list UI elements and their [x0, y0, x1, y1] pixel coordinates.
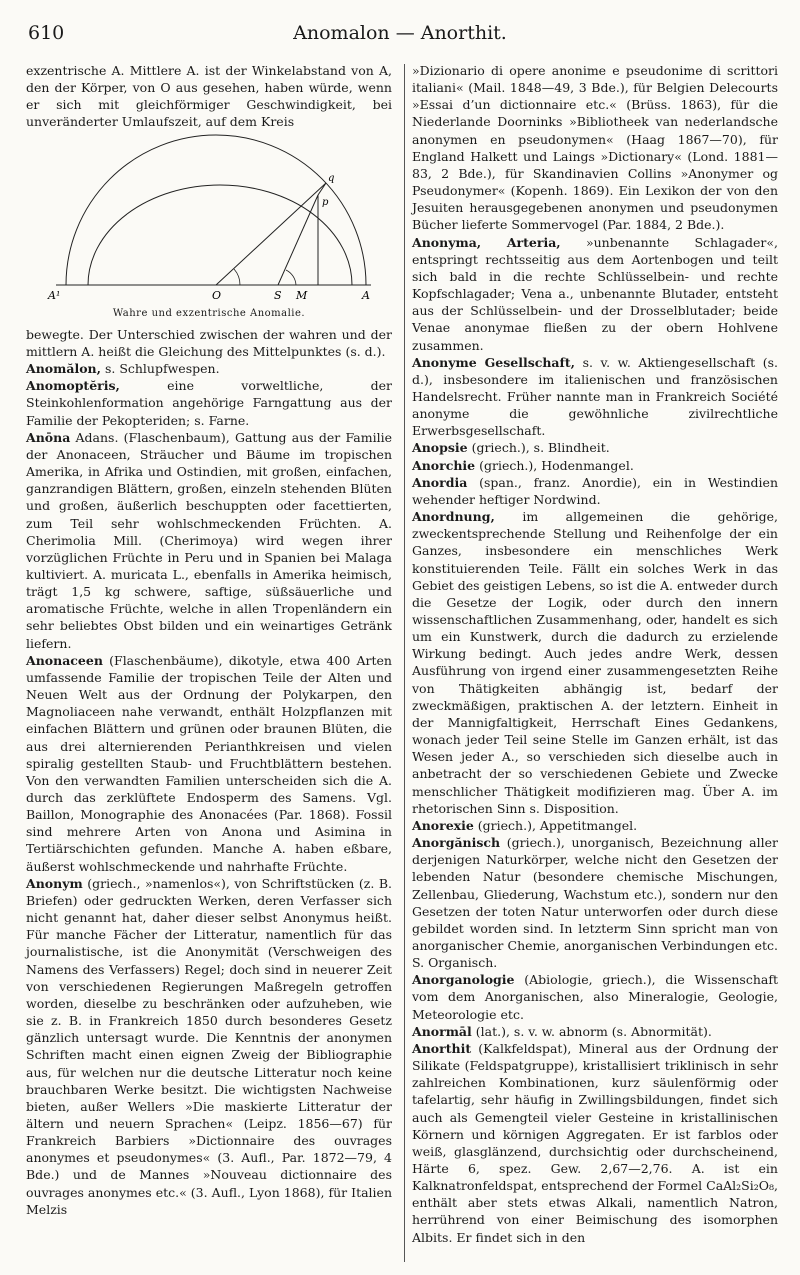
column-divider	[404, 64, 405, 1262]
entry: Anorgănisch (griech.), unorganisch, Bezeichnung aller derjenigen Naturkörper, welche nicht den Gesetzen der lebenden Natur (besondere chemische Mischungen, Zellenbau, Gliederung, Wachstum etc.), sondern nur den Gesetzen der toten Natur unterworfen oder durch diese gebildet worden sind. In letzterm Sinn spricht man von anorganischer Chemie, anorganischen Verbindungen etc. S. Organisch.	[412, 835, 778, 971]
right-column	[412, 62, 778, 1246]
entry: Anōna Adans. (Flaschenbaum), Gattung aus der Familie der Anonaceen, Sträucher und Bäume im tropischen Amerika, in Afrika und Ostindien, mit großen, einfachen, ganzrandigen Blättern, großen, einzeln stehenden Blüten und großen, äußerlich beschuppten oder facettierten, zum Teil sehr wohlschmeckenden Früchten. A. Cherimolia Mill. (Cherimoya) wird wegen ihrer vorzüglichen Früchte in Peru und in Spanien bei Malaga kultiviert. A. muricata L., ebenfalls in Amerika heimisch, trägt 1,5 kg schwere, saftige, süßsäuerliche und aromatische Früchte, welche in allen Tropenländern ein sehr beliebtes Obst bilden und ein weinartiges Getränk liefern.	[26, 429, 392, 651]
entry: Anopsie (griech.), s. Blindheit.	[412, 440, 610, 456]
svg-text:A: A	[362, 288, 370, 302]
entry: Anordia (span., franz. Anordie), ein in Westindien wehender heftiger Nordwind.	[412, 474, 778, 507]
paragraph: exzentrische A. Mittlere A. ist der Winkelabstand von A, den der Körper, von O aus gesehen, haben würde, wenn er sich mit gleichförmiger Geschwindigkeit, bei unveränderter Umlaufszeit, auf dem Kreis	[26, 63, 392, 130]
running-title: Anomalon — Anorthit.	[293, 22, 507, 44]
svg-text:S: S	[274, 288, 282, 302]
svg-text:p: p	[322, 196, 329, 208]
svg-text:q: q	[328, 172, 335, 184]
entry: Anordnung, im allgemeinen die gehörige, zweckentsprechende Stellung und Reihenfolge der ein Ganzes, insbesondere ein menschliches Werk konstituierenden Teile. Fällt ein solches Werk in das Gebiet des geistigen Lebens, so ist die A. entweder durch die Gesetze der Logik, oder durch den innern wissenschaftlichen Zusammenhang, oder, handelt es sich um ein Kunstwerk, durch die dadurch zu erzielende Wirkung bedingt. Auch jedes andre Werk, dessen Ausführung von irgend einer zusammengesetzten Reihe von Thätigkeiten abhängig ist, bedarf der zweckmäßigen, praktischen A. der letztern. Einheit in der Mannigfaltigkeit, Herrschaft Eines Gedankens, wonach jeder Teil seine Stelle im Ganzen erhält, ist das Wesen jeder A., so verschieden sich dieselbe auch in anbetracht der so verschiedenen Gebiete und Zwecke menschlicher Thätigkeit modifizieren mag. Über A. im rhetorischen Sinn s. Disposition.	[412, 509, 778, 816]
entry: Anonaceen (Flaschenbäume), dikotyle, etwa 400 Arten umfassende Familie der tropischen Teile der Alten und Neuen Welt aus der Ordnung der Polykarpen, den Magnoliaceen nahe verwandt, enthält Holzpflanzen mit einfachen Blättern und grünen oder braunen Blüten, die aus drei alternierenden Perianthkreisen und vielen spiralig gestellten Staub- und Fruchtblättern bestehen. Von den verwandten Familien unterscheiden sich die A. durch das zerklüftete Endosperm des Samens. Vgl. Baillon, Monographie des Anonacées (Par. 1868). Fossil sind mehrere Arten von Anona und Asimina in Tertiärschichten gefunden. Manche A. haben eßbare, äußerst wohlschmeckende und nahrhafte Früchte.	[26, 652, 392, 874]
paragraph: bewegte. Der Unterschied zwischen der wahren und der mittlern A. heißt die Gleichung des Mittelpunktes (s. d.).	[26, 326, 392, 359]
page-header	[28, 22, 772, 52]
entry: Anonyme Gesellschaft, s. v. w. Aktiengesellschaft (s. d.), insbesondere im italienischen und französischen Handelsrecht. Früher nannte man in Frankreich Société anonyme die gewöhnliche zivilrechtliche Erwerbsgesellschaft.	[412, 354, 778, 439]
figure-caption: Wahre und exzentrische Anomalie.	[112, 307, 306, 319]
entry: Anormāl (lat.), s. v. w. abnorm (s. Abnormität).	[412, 1023, 712, 1039]
entry: Anorthit (Kalkfeldspat), Mineral aus der Ordnung der Silikate (Feldspatgruppe), kristallisiert triklinisch in sehr zahlreichen Kombinationen, kurz säulenförmig oder tafelartig, sehr häufig in Zwillingsbildungen, findet sich auch als Gemengteil vieler Gesteine in kristallinischen Körnern und körnigen Aggregaten. Er ist farblos oder weiß, glasglänzend, durchsichtig oder durchscheinend, Härte 6, spez. Gew. 2,67—2,76. A. ist ein Kalknatronfeldspat, entsprechend der Formel CaAl₂Si₂O₈, enthält aber stets etwas Alkali, namentlich Natron, herrührend von einer Beimischung des isomorphen Albits. Er findet sich in den	[412, 1040, 778, 1245]
svg-text:A¹: A¹	[48, 288, 61, 302]
anomaly-figure	[26, 133, 392, 322]
entry: Anonym (griech., »namenlos«), von Schriftstücken (z. B. Briefen) oder gedruckten Werken, deren Verfasser sich nicht genannt hat, daher dieser selbst Anonymus heißt. Für manche Fächer der Litteratur, namentlich für das journalistische, ist die Anonymität (Verschweigen des Namens des Verfassers) Regel; doch sind in neuerer Zeit von verschiedenen Regierungen Maßregeln getroffen worden, dieselbe zu beschränken oder aufzuheben, wie sie z. B. in Frankreich 1850 durch besonderes Gesetz gänzlich untersagt wurde. Die Kenntnis der anonymen Schriften macht einen eignen Zweig der Bibliographie aus, für welchen nur die deutsche Litteratur noch keine brauchbaren Werke besitzt. Die wichtigsten Nachweise bieten, außer Wellers »Die maskierte Litteratur der ältern und neuern Sprachen« (Leipz. 1856—67) für Frankreich Barbiers »Dictionnaire des ouvrages anonymes et pseudonymes« (3. Aufl., Par. 1872—79, 4 Bde.) und de Mannes »Nouveau dictionnaire des ouvrages anonymes etc.« (3. Aufl., Lyon 1868), für Italien Melzis	[26, 875, 392, 1217]
entry: Anomoptĕris, eine vorweltliche, der Steinkohlenformation angehörige Farngattung aus der Familie der Pekopteriden; s. Farne.	[26, 378, 392, 428]
entry: Anonyma, Arteria, »unbenannte Schlagader«, entspringt rechtsseitig aus dem Aortenbogen und teilt sich bald in die rechte Schlüsselbein- und rechte Kopfschlagader; Vena a., unbenannte Blutader, entsteht aus der Schlüsselbein- und der Drosselblutader; beide Venae anonymae fließen zu der obern Hohlvene zusammen.	[412, 234, 778, 353]
entry: Anorganologie (Abiologie, griech.), die Wissenschaft vom dem Anorganischen, also Mineralogie, Geologie, Meteorologie etc.	[412, 972, 778, 1022]
entry: Anorexie (griech.), Appetitmangel.	[412, 817, 638, 833]
svg-text:O: O	[212, 288, 222, 302]
paragraph: »Dizionario di opere anonime e pseudonime di scrittori italiani« (Mail. 1848—49, 3 Bde.), für Belgien Delecourts »Essai d’un dictionnaire etc.« (Brüss. 1863), für die Niederlande Doorninks »Bibliotheek van nederlandsche anonymen en pseudonymen« (Haag 1867—70), für England Halkett und Laings »Dictionary« (Lond. 1881—83, 2 Bde.), für Skandinavien Collins »Anonymer og Pseudonymer« (Kopenh. 1869). Ein Lexikon der von den Jesuiten herausgegebenen anonymen und pseudonymen Bücher lieferte Sommervogel (Par. 1884, 2 Bde.).	[412, 63, 778, 233]
left-column	[26, 62, 392, 1218]
entry: Anorchie (griech.), Hodenmangel.	[412, 457, 634, 473]
entry: Anomălon, s. Schlupfwespen.	[26, 361, 220, 377]
svg-text:M: M	[296, 288, 308, 302]
page-number: 610	[28, 22, 65, 44]
anomaly-diagram	[26, 133, 392, 303]
